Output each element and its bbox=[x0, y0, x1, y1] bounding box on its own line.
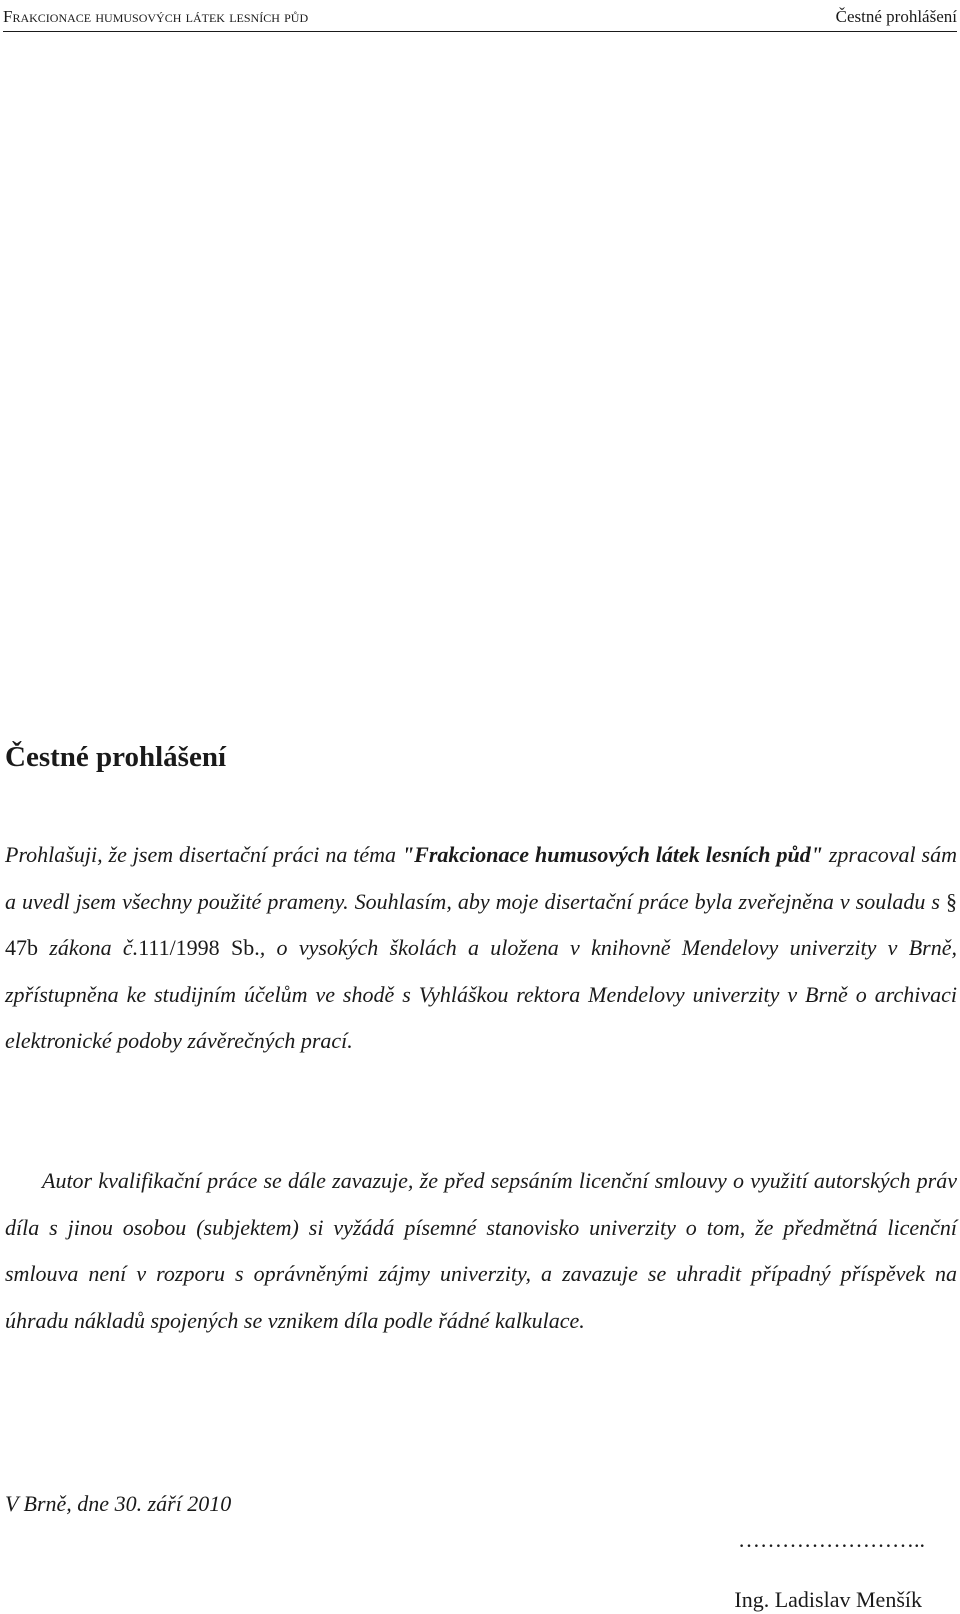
header-section-title: Čestné prohlášení bbox=[835, 7, 957, 26]
declaration-paragraph bbox=[5, 832, 957, 1065]
declaration-tail: , o vysokých školách a uložena v knihovně Mendelovy univerzity v Brně, zpřístupněna ke studijním účelům ve shodě s Vyhláškou rektora Mendelovy univerzity v Brně o archivaci elektronické podoby závěrečných prací. bbox=[5, 935, 957, 1053]
signatory-name: Ing. Ladislav Menšík bbox=[734, 1587, 922, 1612]
place-date: V Brně, dne 30. září 2010 bbox=[5, 1491, 232, 1516]
signature-line: …………………….. bbox=[738, 1527, 925, 1552]
obligation-paragraph: Autor kvalifikační práce se dále zavazuje, že před sepsáním licenční smlouvy o využití autorských práv díla s jinou osobou (subjektem) si vyžádá písemné stanovisko univerzity o tom, že předmětná licenční smlouva není v rozporu s oprávněnými zájmy univerzity, a zavazuje se uhradit případný příspěvek na úhradu nákladů spojených se vznikem díla podle řádné kalkulace. bbox=[5, 1168, 957, 1333]
page-title: Čestné prohlášení bbox=[5, 741, 227, 773]
law-text: zákona č. bbox=[38, 935, 139, 960]
running-header bbox=[3, 6, 957, 32]
declaration-mid: zpracoval sám a uvedl jsem všechny použité prameny. Souhlasím, aby moje disertační práce byla zveřejněna v souladu s bbox=[5, 842, 957, 914]
thesis-title: "Frakcionace humusových látek lesních půd" bbox=[401, 842, 823, 867]
law-number: 111/1998 Sb. bbox=[138, 935, 260, 960]
header-document-title: Frakcionace humusových látek lesních půd bbox=[3, 7, 309, 26]
declaration-lead: Prohlašuji, že jsem disertační práci na téma bbox=[5, 842, 402, 867]
law-reference: § 47b bbox=[5, 888, 957, 960]
